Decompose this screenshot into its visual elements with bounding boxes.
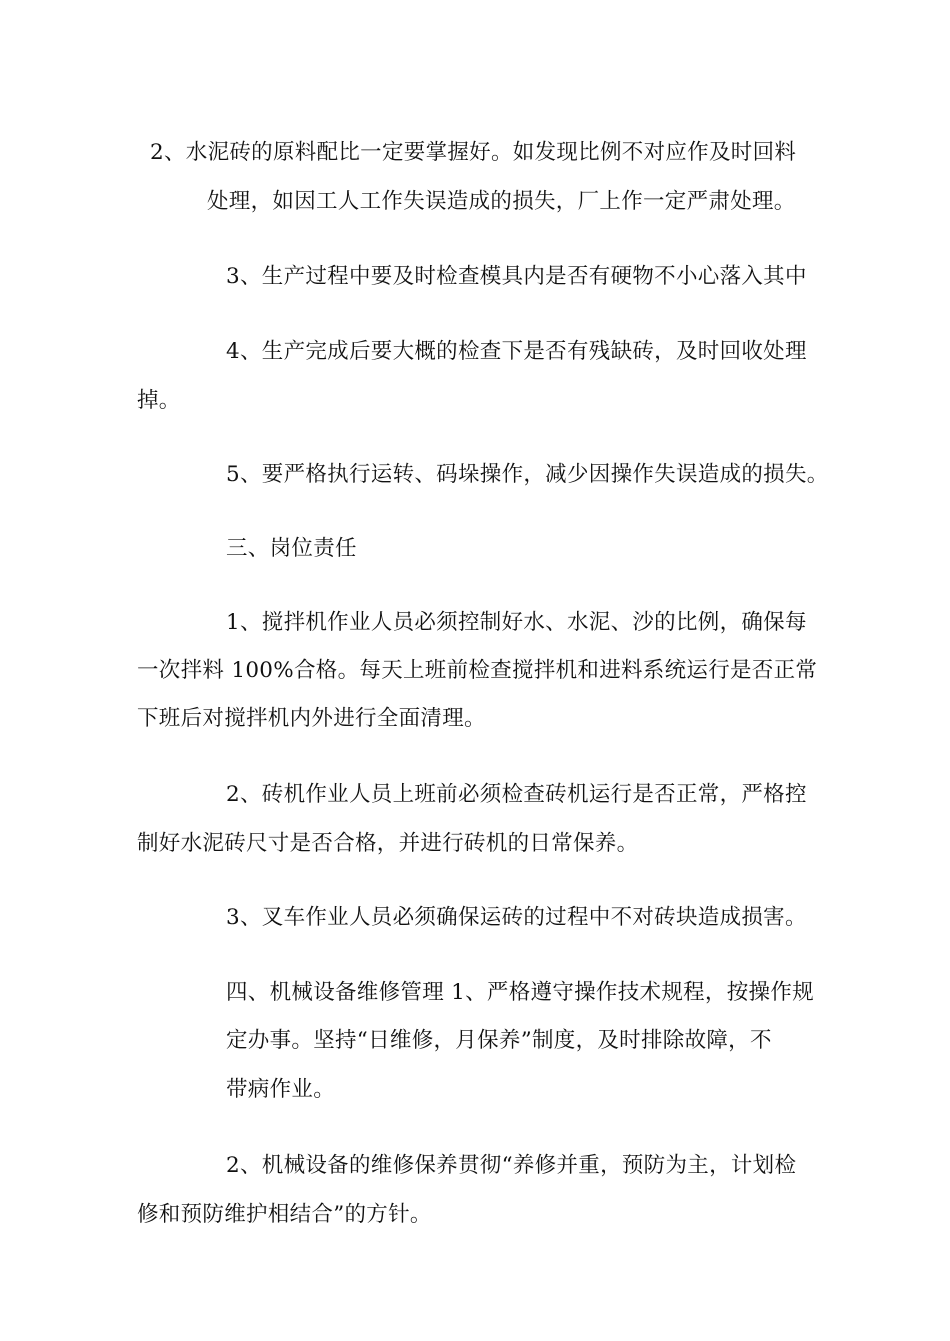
paragraph-line: 处理，如因工人工作失误造成的损失，厂上作一定严肃处理。 [207, 189, 796, 214]
paragraph-line: 带病作业。 [226, 1077, 336, 1102]
paragraph-line: 一次拌料 100%合格。每天上班前检查搅拌机和进料系统运行是否正常 [137, 658, 818, 683]
paragraph-line: 修和预防维护相结合”的方针。 [137, 1202, 432, 1227]
paragraph-line: 1、搅拌机作业人员必须控制好水、水泥、沙的比例，确保每 [226, 610, 807, 635]
paragraph-line: 4、生产完成后要大概的检查下是否有残缺砖，及时回收处理 [226, 339, 807, 364]
paragraph-line: 5、要严格执行运转、码垛操作，减少因操作失误造成的损失。 [226, 462, 829, 487]
paragraph-line: 3、生产过程中要及时检查模具内是否有硬物不小心落入其中 [226, 264, 807, 289]
paragraph-line: 2、机械设备的维修保养贯彻“养修并重，预防为主，计划检 [226, 1153, 797, 1178]
paragraph-line: 2、水泥砖的原料配比一定要掌握好。如发现比例不对应作及时回料 [150, 140, 797, 165]
paragraph-line: 制好水泥砖尺寸是否合格，并进行砖机的日常保养。 [137, 831, 639, 856]
paragraph-line: 2、砖机作业人员上班前必须检查砖机运行是否正常，严格控 [226, 782, 807, 807]
paragraph-line: 掉。 [137, 388, 181, 413]
section-heading: 三、岗位责任 [226, 536, 357, 561]
section-heading: 四、机械设备维修管理 1、严格遵守操作技术规程，按操作规 [226, 980, 814, 1005]
paragraph-line: 下班后对搅拌机内外进行全面清理。 [137, 706, 486, 731]
paragraph-line: 定办事。坚持“日维修，月保养”制度，及时排除故障，不 [226, 1028, 772, 1053]
paragraph-line: 3、叉车作业人员必须确保运砖的过程中不对砖块造成损害。 [226, 905, 807, 930]
